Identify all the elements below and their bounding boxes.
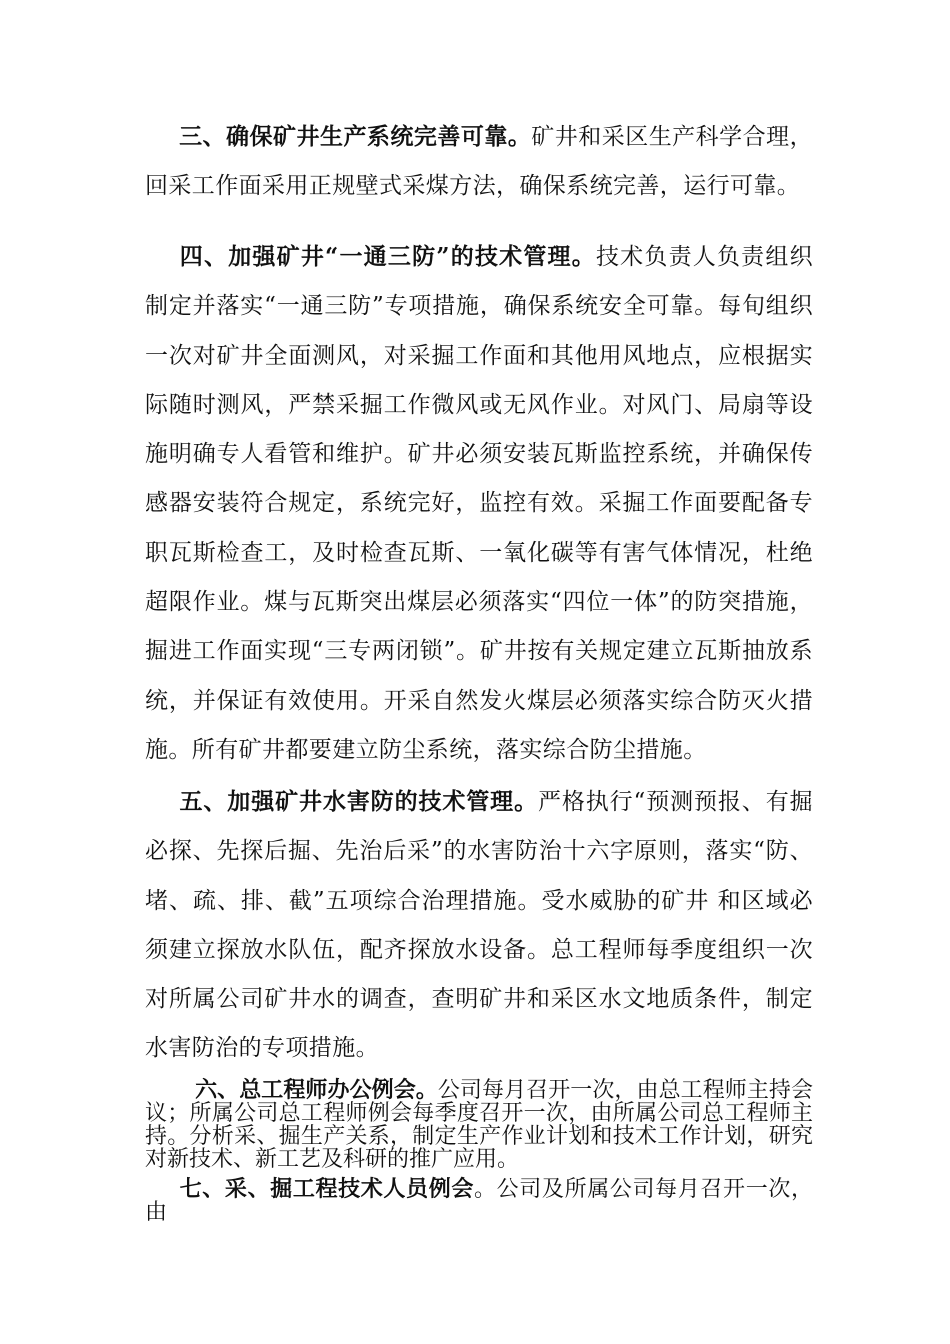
section-4-heading: 四、加强矿井“一通三防”的技术管理。 <box>179 243 596 270</box>
section-6-heading: 六、总工程师办公例会。 <box>195 1077 438 1103</box>
paragraph-section-7 <box>145 1178 813 1224</box>
section-5-body: 严格执行“预测预报、有掘必探、先探后掘、先治后采”的水害防治十六字原则，落实“防、堵、疏、排、截”五项综合治理措施。受水威胁的矿井 和区域必须建立探放水队伍，配齐探放水设备。总工程师每季度组织一次对所属公司矿井水的调查，查明矿井和采区水文地质条件，制定水害防治的专项措施。 <box>145 789 814 1062</box>
section-3-heading: 三、确保矿井生产系统完善可靠。 <box>179 123 532 150</box>
paragraph-section-4 <box>145 232 813 775</box>
paragraph-section-3 <box>145 112 813 212</box>
section-4-body: 技术负责人负责组织制定并落实“一通三防”专项措施，确保系统安全可靠。每旬组织一次对矿井全面测风，对采掘工作面和其他用风地点，应根据实际随时测风，严禁采掘工作微风或无风作业。对风门、局扇等设施明确专人看管和维护。矿井必须安装瓦斯监控系统，并确保传感器安装符合规定，系统完好，监控有效。采掘工作面要配备专职瓦斯检查工，及时检查瓦斯、一氧化碳等有害气体情况，杜绝超限作业。煤与瓦斯突出煤层必须落实“四位一体”的防突措施，掘进工作面实现“三专两闭锁”。矿井按有关规定建立瓦斯抽放系统，并保证有效使用。开采自然发火煤层必须落实综合防灭火措施。所有矿井都要建立防尘系统，落实综合防尘措施。 <box>145 244 813 763</box>
section-3-body: 矿井和采区生产科学合理，回采工作面采用正规壁式采煤方法，确保系统完善，运行可靠。 <box>145 124 813 200</box>
paragraph-section-5 <box>145 777 813 1074</box>
section-7-body: 。公司及所属公司每月召开一次，由 <box>145 1177 813 1225</box>
section-5-heading: 五、加强矿井水害防的技术管理。 <box>179 788 538 815</box>
paragraph-section-6 <box>145 1079 813 1171</box>
section-7-heading: 七、采、掘工程技术人员例会 <box>179 1176 474 1202</box>
section-6-body: 公司每月召开一次，由总工程师主持会议；所属公司总工程师例会每季度召开一次，由所属公司总工程师主持。分析采、掘生产关系，制定生产作业计划和技术工作计划，研究对新技术、新工艺及科研的推广应用。 <box>145 1078 813 1172</box>
